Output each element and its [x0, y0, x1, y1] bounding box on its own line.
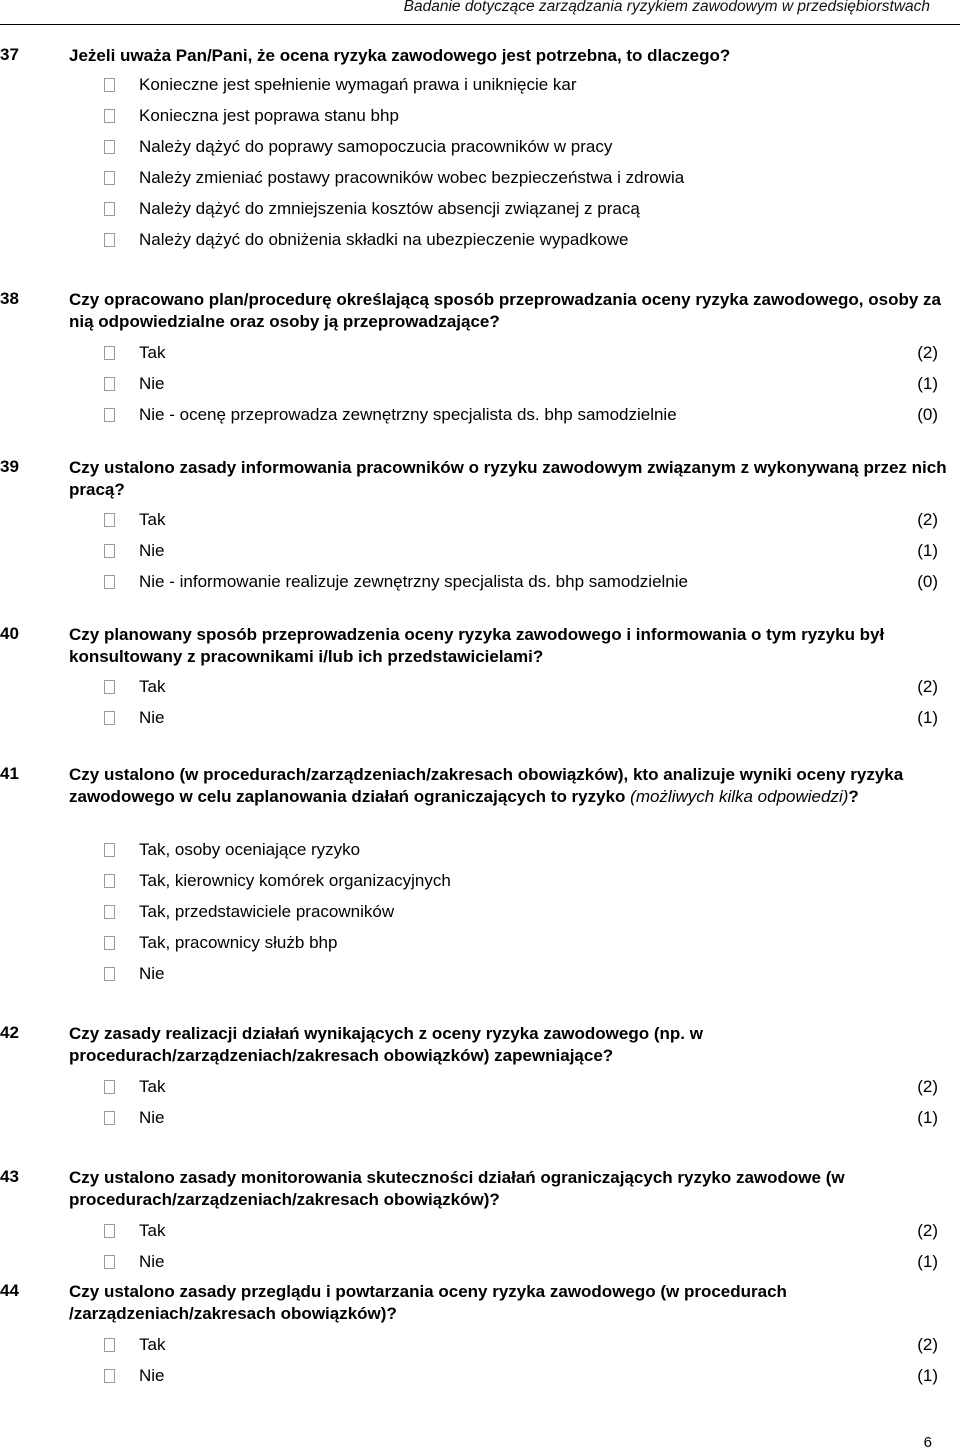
option[interactable] [0, 676, 960, 700]
page-header-title: Badanie dotyczące zarządzania ryzykiem zawodowym w przedsiębiorstwach [403, 0, 930, 15]
option-label: Konieczne jest spełnienie wymagań prawa i uniknięcie kar [139, 75, 577, 94]
question-number: 40 [0, 624, 19, 643]
option[interactable] [0, 404, 960, 428]
option[interactable] [0, 509, 960, 533]
question-text: Jeżeli uważa Pan/Pani, że ocena ryzyka zawodowego jest potrzebna, to dlaczego? [69, 46, 731, 65]
option[interactable] [0, 373, 960, 397]
question-text: Czy planowany sposób przeprowadzenia oceny ryzyka zawodowego i informowania o tym ryzyku był konsultowany z pracownikami i/lub ich przedstawicielami? [69, 625, 885, 666]
option[interactable] [0, 963, 960, 987]
option-label: Nie [139, 374, 165, 393]
option-score: (1) [917, 708, 938, 727]
option-score: (1) [917, 374, 938, 393]
question-number: 42 [0, 1023, 19, 1042]
checkbox[interactable] [104, 1111, 115, 1125]
checkbox[interactable] [104, 967, 115, 981]
option-score: (0) [917, 572, 938, 591]
option-label: Konieczna jest poprawa stanu bhp [139, 106, 399, 125]
option-label: Nie - informowanie realizuje zewnętrzny specjalista ds. bhp samodzielnie [139, 572, 688, 591]
option-label: Tak, przedstawiciele pracowników [139, 902, 395, 921]
checkbox[interactable] [104, 544, 115, 558]
option[interactable] [0, 105, 960, 129]
option-label: Tak [139, 677, 166, 696]
checkbox[interactable] [104, 408, 115, 422]
option-label: Tak [139, 510, 166, 529]
option[interactable] [0, 167, 960, 191]
option[interactable] [0, 901, 960, 925]
question-number: 44 [0, 1281, 19, 1300]
checkbox[interactable] [104, 680, 115, 694]
option-label: Należy dążyć do poprawy samopoczucia pracowników w pracy [139, 137, 613, 156]
option-label: Nie [139, 964, 165, 983]
checkbox[interactable] [104, 1369, 115, 1383]
option-score: (2) [917, 1077, 938, 1096]
option-label: Tak, pracownicy służb bhp [139, 933, 338, 952]
option[interactable] [0, 342, 960, 366]
option-label: Nie [139, 1252, 165, 1271]
checkbox[interactable] [104, 513, 115, 527]
checkbox[interactable] [104, 843, 115, 857]
option-label: Tak, osoby oceniające ryzyko [139, 840, 361, 859]
option[interactable] [0, 571, 960, 595]
question-text-note: (możliwych kilka odpowiedzi) [630, 787, 849, 806]
checkbox[interactable] [104, 575, 115, 589]
checkbox[interactable] [104, 78, 115, 92]
option-score: (0) [917, 405, 938, 424]
option[interactable] [0, 198, 960, 222]
checkbox[interactable] [104, 874, 115, 888]
question-text-end: ? [848, 787, 859, 806]
checkbox[interactable] [104, 936, 115, 950]
option-score: (1) [917, 1108, 938, 1127]
option-label: Tak [139, 343, 166, 362]
option-score: (2) [917, 343, 938, 362]
option-label: Nie [139, 1108, 165, 1127]
option-label: Nie [139, 541, 165, 560]
option[interactable] [0, 1365, 960, 1389]
option-score: (2) [917, 1221, 938, 1240]
option-score: (1) [917, 1252, 938, 1271]
option-score: (2) [917, 677, 938, 696]
checkbox[interactable] [104, 202, 115, 216]
checkbox[interactable] [104, 346, 115, 360]
checkbox[interactable] [104, 905, 115, 919]
question-text: Czy ustalono zasady informowania pracowników o ryzyku zawodowym związanym z wykonywaną przez nich pracą? [69, 458, 947, 499]
option-score: (1) [917, 1366, 938, 1385]
option-label: Należy dążyć do obniżenia składki na ubezpieczenie wypadkowe [139, 230, 629, 249]
option-label: Należy zmieniać postawy pracowników wobec bezpieczeństwa i zdrowia [139, 168, 685, 187]
question-number: 37 [0, 45, 19, 64]
question-text: Czy zasady realizacji działań wynikających z oceny ryzyka zawodowego (np. w procedurach/zarządzeniach/zakresach obowiązków) zapewniające? [69, 1024, 703, 1065]
option-label: Tak [139, 1335, 166, 1354]
question-number: 43 [0, 1167, 19, 1186]
option[interactable] [0, 839, 960, 863]
question-number: 39 [0, 457, 19, 476]
option-score: (2) [917, 510, 938, 529]
question-text [69, 764, 959, 808]
option[interactable] [0, 870, 960, 894]
question-number: 41 [0, 764, 19, 783]
question-text: Czy ustalono zasady przeglądu i powtarzania oceny ryzyka zawodowego (w procedurach /zarządzeniach/zakresach obowiązków)? [69, 1282, 787, 1323]
option-label: Nie [139, 708, 165, 727]
option-label: Tak [139, 1221, 166, 1240]
option[interactable] [0, 136, 960, 160]
question-text-main: Czy ustalono (w procedurach/zarządzeniach/zakresach obowiązków), kto analizuje wyniki oceny ryzyka zawodowego w celu zaplanowania działań ograniczających to ryzyko [69, 765, 904, 806]
question-text: Czy ustalono zasady monitorowania skuteczności działań ograniczających ryzyko zawodowe (w procedurach/zarządzeniach/zakresach obowiązków)? [69, 1168, 845, 1209]
option-score: (2) [917, 1335, 938, 1354]
option-score: (1) [917, 541, 938, 560]
option[interactable] [0, 74, 960, 98]
question-text: Czy opracowano plan/procedurę określającą sposób przeprowadzania oceny ryzyka zawodowego, osoby za nią odpowiedzialne oraz osoby ją przeprowadzające? [69, 290, 941, 331]
checkbox[interactable] [104, 1255, 115, 1269]
option[interactable] [0, 1220, 960, 1244]
checkbox[interactable] [104, 171, 115, 185]
option[interactable] [0, 707, 960, 731]
checkbox[interactable] [104, 1224, 115, 1238]
option-label: Tak, kierownicy komórek organizacyjnych [139, 871, 451, 890]
option-label: Nie [139, 1366, 165, 1385]
option-label: Nie - ocenę przeprowadza zewnętrzny specjalista ds. bhp samodzielnie [139, 405, 677, 424]
checkbox[interactable] [104, 109, 115, 123]
checkbox[interactable] [104, 377, 115, 391]
checkbox[interactable] [104, 1338, 115, 1352]
option[interactable] [0, 1334, 960, 1358]
option-label: Tak [139, 1077, 166, 1096]
checkbox[interactable] [104, 233, 115, 247]
option[interactable] [0, 540, 960, 564]
page-number: 6 [923, 1434, 932, 1451]
checkbox[interactable] [104, 1080, 115, 1094]
checkbox[interactable] [104, 140, 115, 154]
option[interactable] [0, 1076, 960, 1100]
option-label: Należy dążyć do zmniejszenia kosztów absencji związanej z pracą [139, 199, 640, 218]
header-rule [0, 24, 960, 25]
option[interactable] [0, 1251, 960, 1275]
option[interactable] [0, 932, 960, 956]
option[interactable] [0, 1107, 960, 1131]
option[interactable] [0, 229, 960, 253]
question-number: 38 [0, 289, 19, 308]
checkbox[interactable] [104, 711, 115, 725]
